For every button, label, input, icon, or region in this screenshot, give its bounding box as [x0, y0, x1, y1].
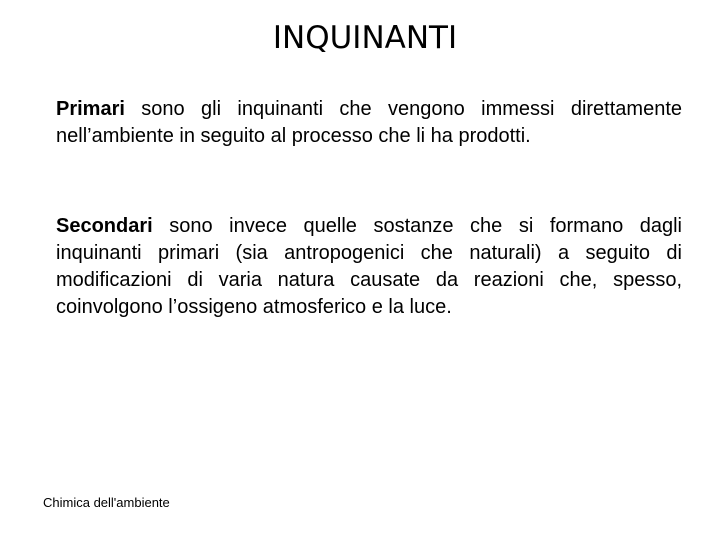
- term-secondari: Secondari: [56, 215, 153, 237]
- paragraph-secondari: [56, 213, 682, 321]
- paragraph-primari: [56, 96, 682, 150]
- term-primari: Primari: [56, 98, 125, 120]
- definition-secondari: sono invece quelle sostanze che si formano dagli inquinanti primari (sia antropogenici che naturali) a seguito di modificazioni di varia natura causate da reazioni che, spesso, coinvolgono l’ossigeno atmosferico e la luce.: [56, 215, 682, 318]
- definition-primari: sono gli inquinanti che vengono immessi direttamente nell’ambiente in seguito al processo che li ha prodotti.: [56, 98, 682, 147]
- slide-title: INQUINANTI: [272, 20, 458, 56]
- slide-footer: Chimica dell'ambiente: [43, 495, 170, 510]
